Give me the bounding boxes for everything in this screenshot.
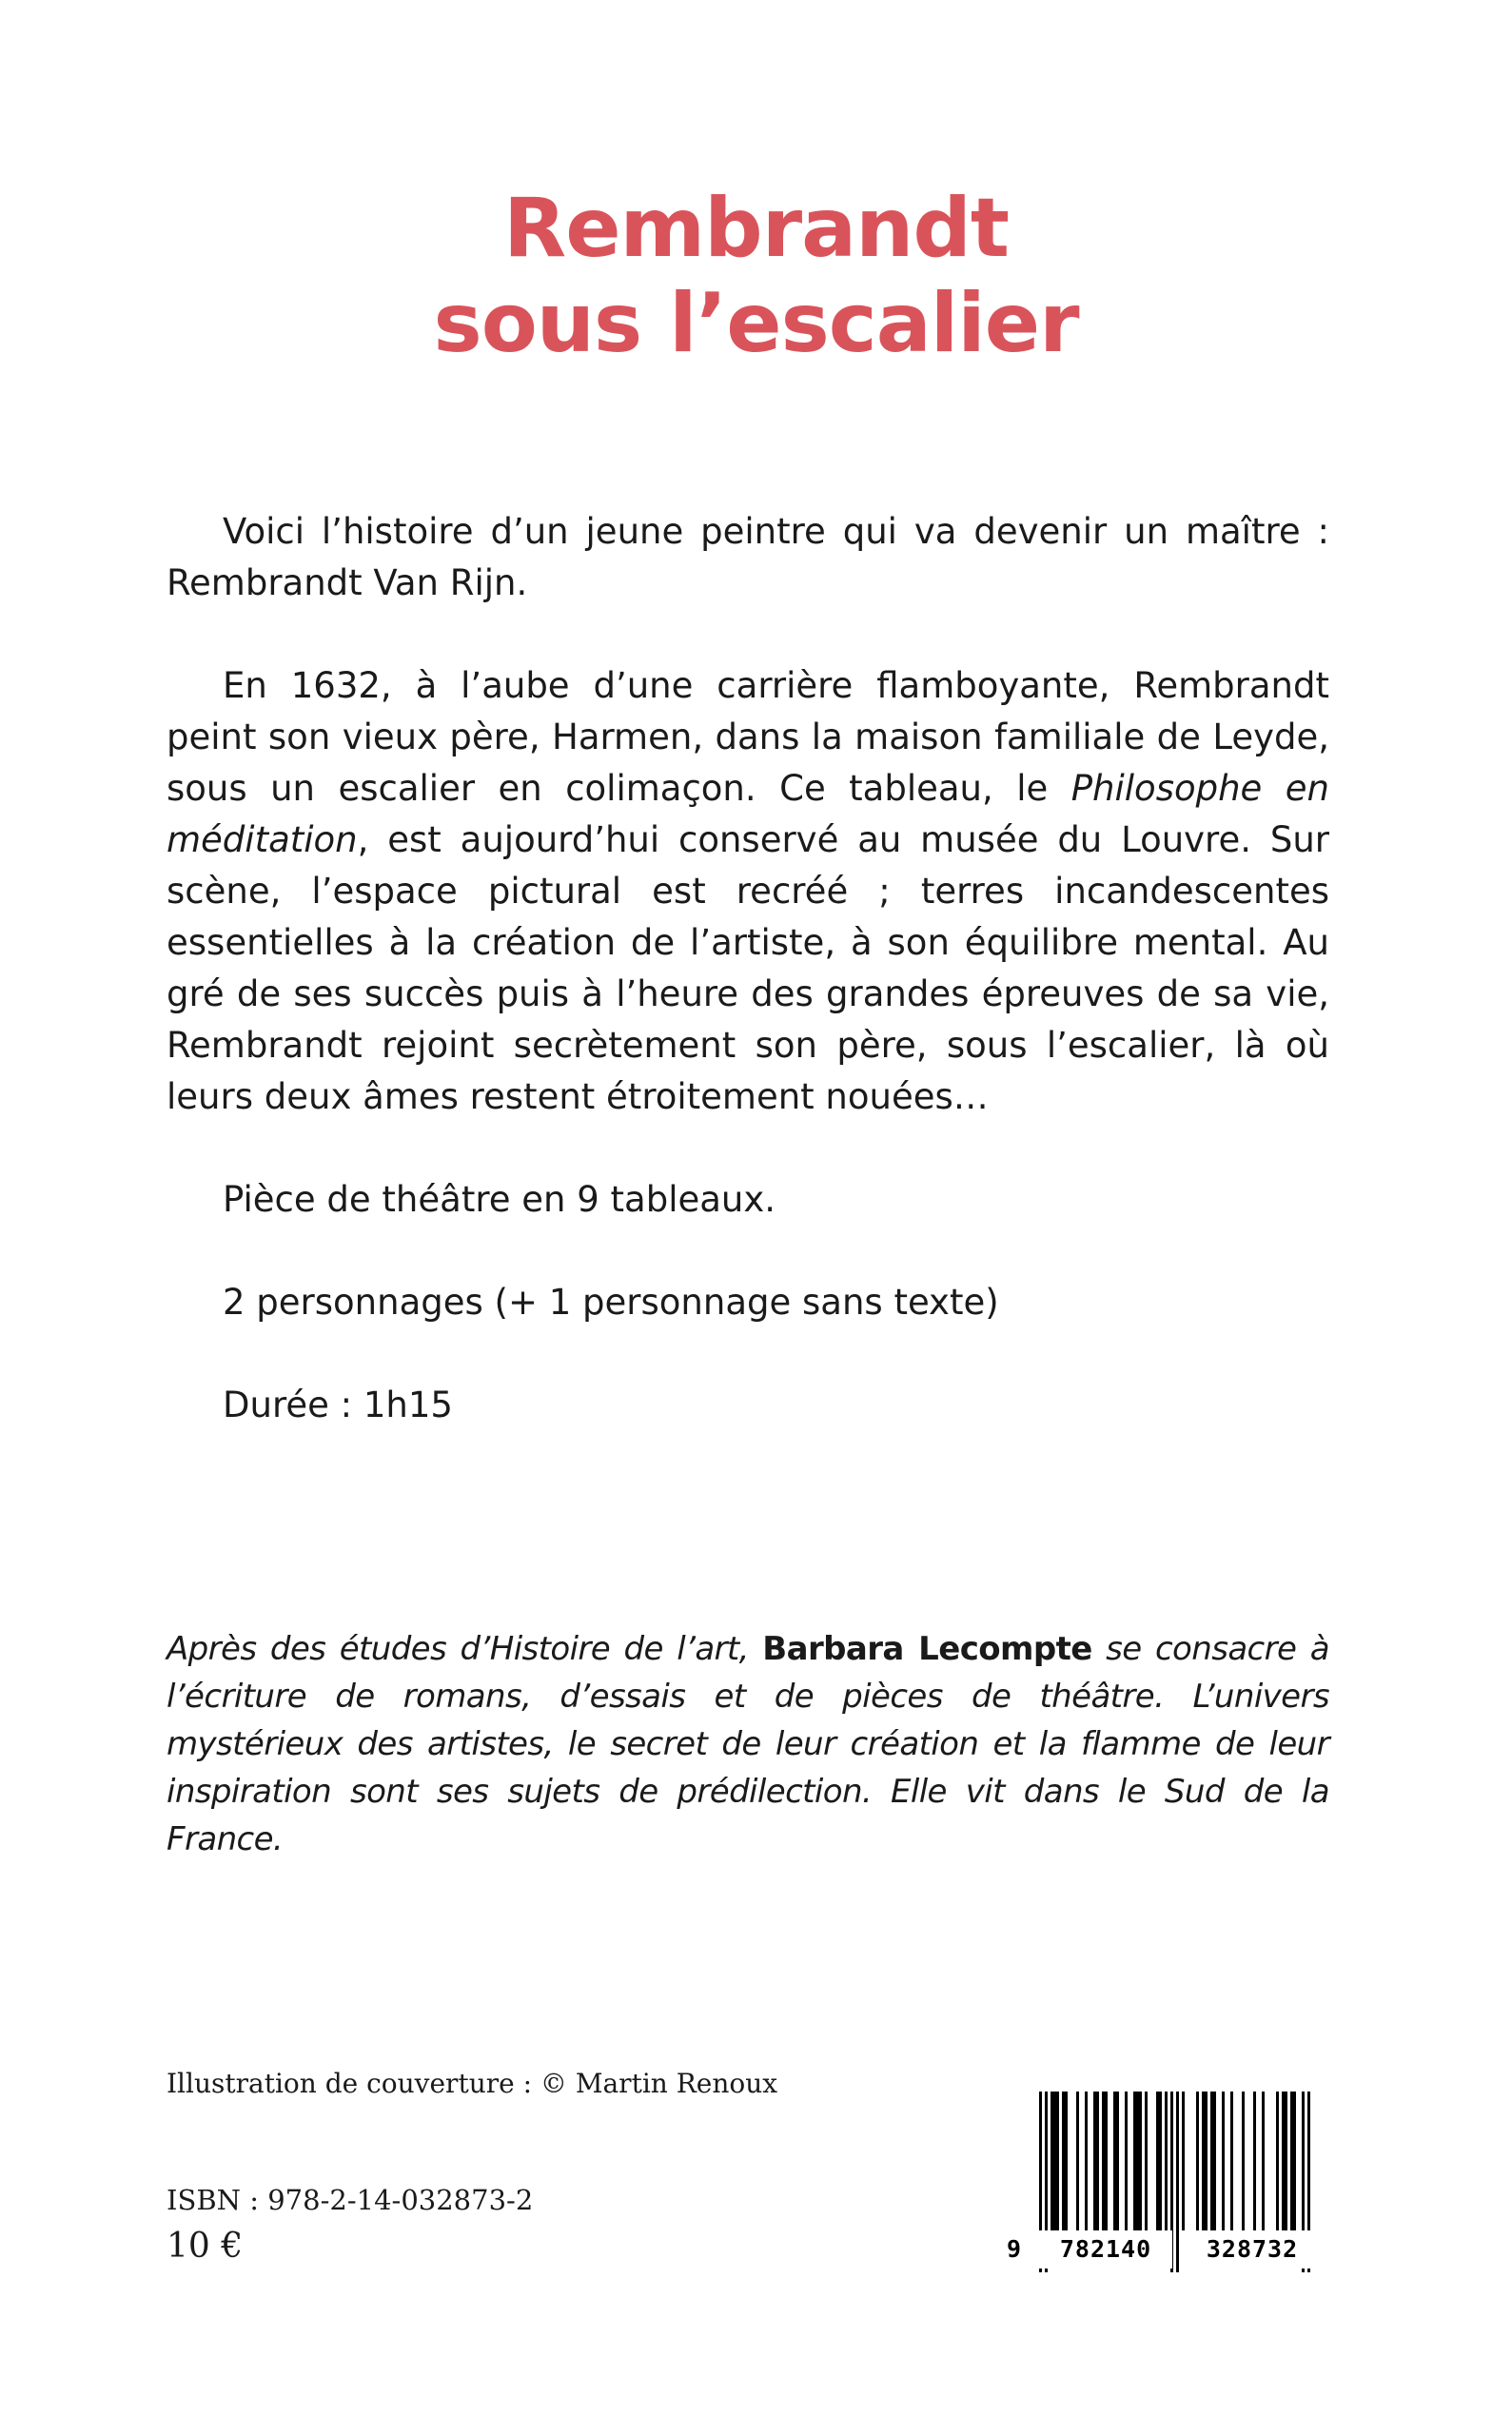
barcode-bar <box>1145 2092 1148 2230</box>
barcode-bar <box>1156 2092 1159 2230</box>
barcode-bar <box>1116 2092 1119 2230</box>
barcode-bar <box>1182 2092 1185 2230</box>
barcode-bar <box>1125 2092 1128 2230</box>
summary-paragraph-duration: Durée : 1h15 <box>223 1385 453 1425</box>
bio-text-start: Après des études d’Histoire de l’art, <box>167 1630 763 1668</box>
barcode-lead-digit: 9 <box>1007 2235 1022 2263</box>
price: 10 € <box>167 2227 244 2266</box>
barcode-group-1: 782140 <box>1039 2230 1172 2269</box>
author-name: Barbara Lecompte <box>762 1630 1092 1668</box>
summary-paragraph-characters: 2 personnages (+ 1 personnage sans texte) <box>223 1282 999 1323</box>
barcode-bar <box>1051 2092 1053 2230</box>
isbn-number: ISBN : 978-2-14-032873-2 <box>167 2184 534 2216</box>
barcode-bar <box>1282 2092 1285 2230</box>
story-text-start: En 1632, à l’aube d’une carrière flamboyante, Rembrandt peint son vieux père, Harmen, dans la maison familiale de Leyde, sous un escalier en colimaçon. Ce tableau, le <box>167 665 1329 809</box>
author-bio <box>167 1625 1329 1863</box>
barcode-bar <box>1165 2092 1168 2230</box>
barcode-bar <box>1262 2092 1265 2230</box>
barcode-bar <box>1062 2092 1065 2230</box>
barcode-bar <box>1230 2092 1233 2230</box>
summary-paragraph-intro: Voici l’histoire d’un jeune peintre qui va devenir un maître : Rembrandt Van Rijn. <box>167 511 1329 603</box>
barcode-bar <box>1196 2092 1199 2230</box>
barcode-bar <box>1276 2092 1279 2230</box>
barcode-bar <box>1213 2092 1216 2230</box>
painting-title: Philosophe en méditation <box>167 768 1329 860</box>
barcode-bar <box>1242 2092 1245 2230</box>
barcode-bar <box>1210 2092 1213 2230</box>
book-title <box>0 181 1512 371</box>
barcode-bar <box>1113 2092 1116 2230</box>
book-title-line-1: Rembrandt <box>502 181 1010 276</box>
story-text-end: , est aujourd’hui conservé au musée du Louvre. Sur scène, l’espace pictural est recréé ; terres incandescentes essentielles à la création de l’artiste, à son équilibre mental. Au gré de ses succès puis à l’heure des grandes épreuves de sa vie, Rembrandt rejoint secrètement son père, sous l’escalier, là où leurs deux âmes restent étroitement nouées… <box>167 819 1329 1117</box>
barcode-bar <box>1085 2092 1088 2230</box>
barcode-bar <box>1139 2092 1142 2230</box>
barcode-bar <box>1053 2092 1056 2230</box>
barcode-bar <box>1102 2092 1105 2230</box>
book-title-line-2: sous l’escalier <box>433 276 1079 371</box>
summary-paragraph-story <box>167 660 1329 1123</box>
barcode-bar <box>1076 2092 1079 2230</box>
barcode-bar <box>1093 2092 1096 2230</box>
barcode-bar <box>1056 2092 1059 2230</box>
illustration-credit: Illustration de couverture : © Martin Renoux <box>167 2068 778 2099</box>
barcode-group-2: 328732 <box>1186 2230 1319 2269</box>
barcode-bar <box>1136 2092 1139 2230</box>
summary-text <box>167 506 1329 1483</box>
barcode-bar <box>1065 2092 1068 2230</box>
barcode-bar <box>1253 2092 1256 2230</box>
barcode-bar <box>1222 2092 1225 2230</box>
barcode-bar <box>1293 2092 1296 2230</box>
barcode-digits <box>1007 2230 1334 2269</box>
barcode-bar <box>1290 2092 1293 2230</box>
barcode-bar <box>1105 2092 1108 2230</box>
summary-paragraph-format: Pièce de théâtre en 9 tableaux. <box>223 1179 776 1220</box>
barcode-bar <box>1202 2092 1205 2230</box>
barcode-bar <box>1096 2092 1099 2230</box>
bio-text-end: se consacre à l’écriture de romans, d’essais et de pièces de théâtre. L’univers mystérieux des artistes, le secret de leur création et la flamme de leur inspiration sont ses sujets de prédilection. Elle vit dans le Sud de la France. <box>167 1630 1329 1858</box>
barcode-bar <box>1205 2092 1208 2230</box>
barcode-bar <box>1133 2092 1136 2230</box>
barcode-bar <box>1285 2092 1287 2230</box>
barcode-bar <box>1159 2092 1162 2230</box>
